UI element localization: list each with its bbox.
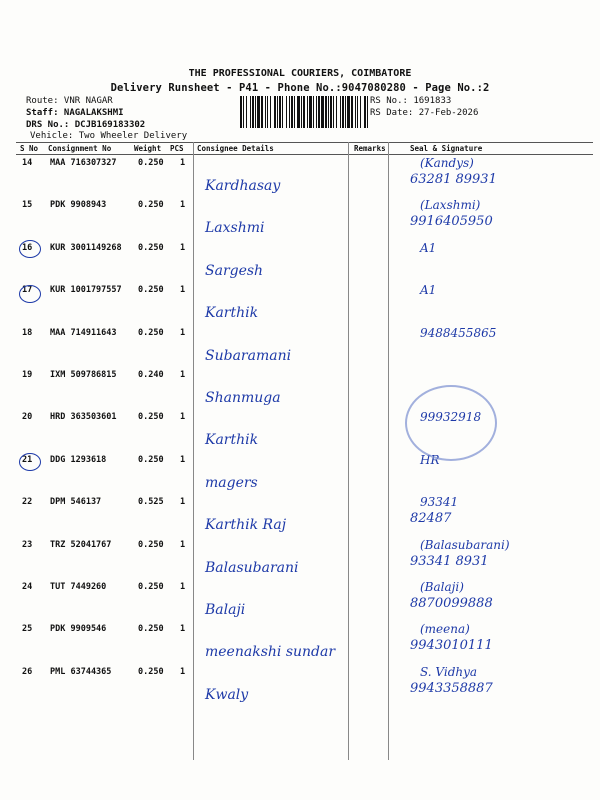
table-top-rule (16, 142, 593, 143)
row-17-circle-mark (19, 285, 41, 303)
row-consignment-no: DPM 546137 (50, 497, 102, 508)
row-signature-phone: 63281 89931 (410, 172, 497, 187)
row-weight: 0.240 (138, 370, 164, 380)
row-consignment-no: PDK 9909546 (50, 624, 107, 635)
row-signature-handwritten: (Balaji) (420, 580, 464, 594)
row-signature-phone: 93341 8931 (410, 553, 489, 569)
row-consignee-handwritten: Balasubarani (205, 559, 299, 576)
col-header-seal-signature: Seal & Signature (410, 144, 483, 153)
drs-label: DRS No.: DCJB169183302 (26, 120, 146, 130)
col-header-consignee: Consignee Details (197, 144, 274, 153)
row-signature-handwritten: HR (420, 452, 440, 467)
row-weight: 0.250 (138, 242, 164, 253)
row-signature-phone: 8870099888 (410, 596, 493, 611)
row-pcs: 1 (180, 412, 186, 423)
row-pcs: 1 (180, 454, 186, 465)
row-consignee-handwritten: meenakshi sundar (205, 644, 336, 661)
row-signature-handwritten: A1 (420, 283, 437, 298)
row-weight: 0.250 (138, 666, 164, 677)
row-weight: 0.525 (138, 497, 164, 508)
runsheet-title: Delivery Runsheet - P41 - Phone No.:9047080280 - Page No.:2 (110, 82, 490, 94)
row-sno: 21 (22, 454, 33, 465)
row-consignment-no: IXM 509786815 (50, 370, 117, 380)
row-sno: 18 (22, 327, 33, 338)
staff-label: Staff: NAGALAKSHMI (26, 108, 124, 118)
table-header-rule (16, 154, 593, 155)
row-signature-handwritten: (Laxshmi) (420, 198, 481, 213)
row-16-circle-mark (19, 240, 41, 258)
row-pcs: 1 (180, 285, 186, 296)
row-pcs: 1 (180, 158, 186, 168)
row-weight: 0.250 (138, 200, 164, 211)
row-signature-handwritten: (meena) (420, 622, 470, 637)
row-signature-phone: 9916405950 (410, 214, 493, 230)
row-sno: 26 (22, 666, 33, 677)
route-label: Route: VNR NAGAR (26, 96, 113, 106)
row-weight: 0.250 (138, 327, 164, 338)
row-signature-handwritten: 93341 (420, 495, 459, 510)
row-signature-phone: 9943358887 (410, 680, 493, 696)
row-consignment-no: MAA 714911643 (50, 327, 117, 338)
row-weight: 0.250 (138, 454, 164, 465)
row-pcs: 1 (180, 327, 186, 338)
row-pcs: 1 (180, 539, 186, 550)
row-consignment-no: PDK 9908943 (50, 200, 107, 211)
row-consignment-no: HRD 363503601 (50, 412, 117, 423)
row-consignment-no: MAA 716307327 (50, 158, 117, 168)
row-consignee-handwritten: Sargesh (205, 262, 264, 279)
col-header-remarks: Remarks (354, 144, 386, 153)
row-weight: 0.250 (138, 582, 164, 592)
row-consignment-no: PML 63744365 (50, 666, 112, 677)
row-signature-handwritten: 99932918 (420, 410, 482, 425)
col-header-consignment: Consignment No (48, 144, 112, 153)
row-consignee-handwritten: Kardhasay (205, 178, 281, 194)
row-signature-handwritten: 9488455865 (420, 325, 497, 340)
row-signature-handwritten: A1 (420, 240, 437, 255)
row-pcs: 1 (180, 370, 186, 380)
row-weight: 0.250 (138, 412, 164, 423)
row-consignee-handwritten: Laxshmi (205, 220, 265, 237)
row-sno: 17 (22, 285, 33, 296)
row-sno: 23 (22, 539, 33, 550)
rs-date: RS Date: 27-Feb-2026 (370, 108, 479, 118)
row-sno: 16 (22, 242, 33, 253)
row-sno: 25 (22, 624, 33, 635)
row-sno: 15 (22, 200, 33, 211)
row-consignment-no: DDG 1293618 (50, 454, 107, 465)
row-weight: 0.250 (138, 158, 164, 168)
row-consignee-handwritten: Karthik (205, 432, 259, 449)
row-weight: 0.250 (138, 539, 164, 550)
rs-number: RS No.: 1691833 (370, 96, 452, 106)
row-consignee-handwritten: Kwaly (205, 686, 249, 703)
col-header-sno: S No (20, 144, 39, 153)
row-consignee-handwritten: Balaji (205, 602, 246, 618)
column-divider (193, 142, 194, 760)
row-sno: 24 (22, 582, 33, 592)
row-sno: 22 (22, 497, 33, 508)
row-signature-handwritten: S. Vidhya (420, 664, 478, 679)
row-signature-phone: 9943010111 (410, 638, 493, 654)
company-seal-stamp (405, 385, 497, 461)
row-sno: 20 (22, 412, 33, 423)
row-consignee-handwritten: Shanmuga (205, 390, 281, 406)
company-title: THE PROFESSIONAL COURIERS, COIMBATORE (188, 68, 412, 79)
column-divider (348, 142, 349, 760)
column-divider (388, 142, 389, 760)
row-sno: 14 (22, 158, 33, 168)
row-consignment-no: KUR 1001797557 (50, 285, 122, 296)
row-weight: 0.250 (138, 624, 164, 635)
row-signature-phone: 82487 (410, 511, 452, 527)
row-consignee-handwritten: Karthik (205, 305, 259, 322)
row-pcs: 1 (180, 200, 186, 211)
row-consignment-no: KUR 3001149268 (50, 242, 122, 253)
row-signature-handwritten: (Balasubarani) (420, 537, 510, 552)
row-weight: 0.250 (138, 285, 164, 296)
row-pcs: 1 (180, 666, 186, 677)
col-header-weight: Weight (134, 144, 162, 153)
row-signature-handwritten: (Kandys) (420, 156, 474, 170)
row-21-circle-mark (19, 453, 41, 471)
barcode-image (240, 96, 368, 128)
row-pcs: 1 (180, 497, 186, 508)
row-sno: 19 (22, 370, 33, 380)
row-pcs: 1 (180, 582, 186, 592)
row-pcs: 1 (180, 624, 186, 635)
row-consignee-handwritten: magers (205, 474, 258, 491)
vehicle-label: Vehicle: Two Wheeler Delivery (30, 131, 188, 141)
row-consignment-no: TUT 7449260 (50, 582, 107, 592)
row-consignment-no: TRZ 52041767 (50, 539, 112, 550)
col-header-pcs: PCS (170, 144, 184, 153)
row-consignee-handwritten: Karthik Raj (205, 517, 287, 534)
row-consignee-handwritten: Subaramani (205, 347, 292, 364)
row-pcs: 1 (180, 242, 186, 253)
